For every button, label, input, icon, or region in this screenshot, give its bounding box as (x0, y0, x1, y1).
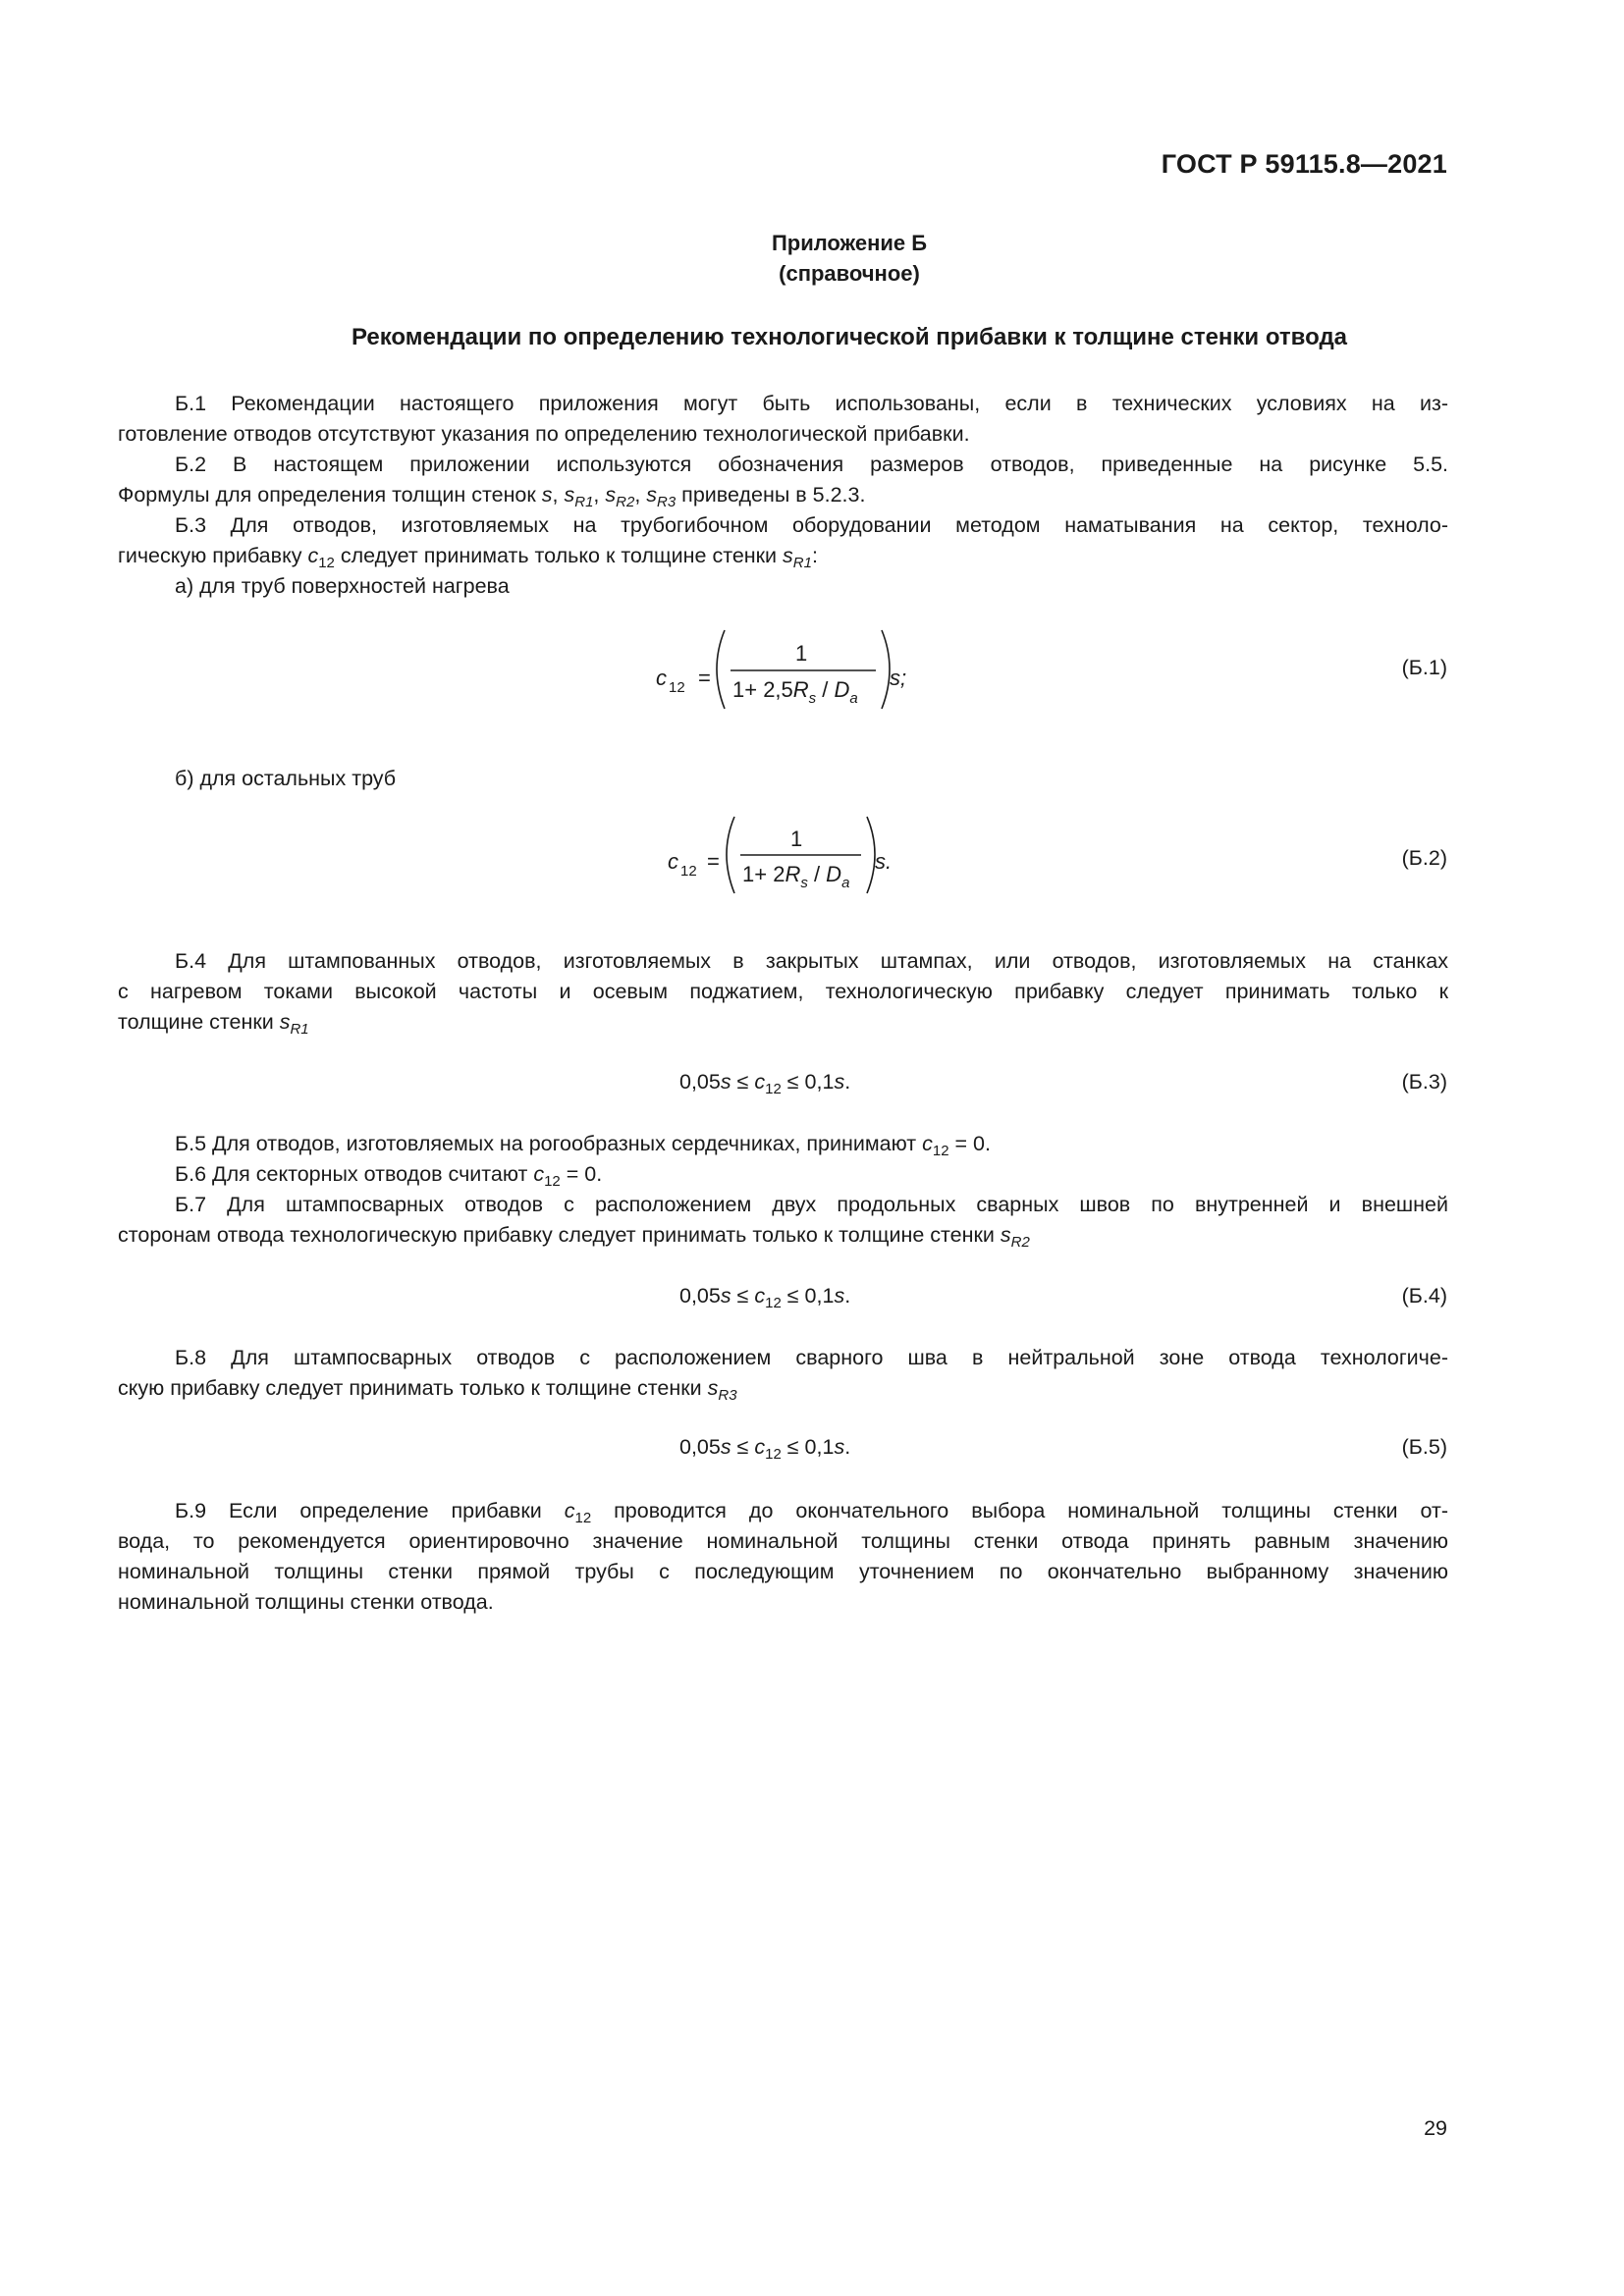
paragraph-b5: Б.5 Для отводов, изготовляемых на рогообразных сердечниках, принимают $c_{12} = 0$. (175, 1132, 991, 1159)
eq2-equals: = (707, 849, 720, 874)
paragraph-b4-cont2: толщине стенки $s_{R1}$ (118, 1010, 309, 1038)
paragraph-b3-cont: гическую прибавку $c_{12}$ следует принимать только к толщине стенки $s_{R1}$: (118, 544, 818, 571)
eq2-lhs-sub: 12 (680, 863, 697, 880)
paragraph-b7-cont: сторонам отвода технологическую прибавку следует принимать только к толщине стенки $s_{R2}$ (118, 1223, 1030, 1251)
paragraph-b4-cont: с нагревом токами высокой частоты и осевым поджатием, технологическую прибавку следует принимать только к (118, 980, 1448, 1003)
eq1-right-paren (882, 630, 890, 709)
equation-number-b4: (Б.4) (1401, 1284, 1447, 1308)
paragraph-b8-cont: скую прибавку следует принимать только к толщине стенки $s_{R3}$ (118, 1376, 737, 1404)
paragraph-block-4 (118, 1129, 1448, 1251)
paragraph-b7: Б.7 Для штампосварных отводов с расположением двух продольных сварных швов по внутренней и внешней (175, 1193, 1448, 1216)
paragraph-b8: Б.8 Для штампосварных отводов с расположением сварного шва в нейтральной зоне отвода технологиче- (175, 1346, 1448, 1369)
paragraph-b9: Б.9 Если определение прибавки $c_{12}$ проводится до окончательного выбора номинальной толщины стенки от- (175, 1499, 1448, 1526)
eq1-lhs: c (656, 666, 667, 690)
eq2-lhs: c (668, 849, 678, 874)
eq1-lhs-sub: 12 (669, 679, 685, 696)
paragraph-b2: Б.2 В настоящем приложении используются обозначения размеров отводов, приведенные на рисунке 5.5. (175, 453, 1448, 476)
list-item-a: а) для труб поверхностей нагрева (175, 574, 510, 598)
eq2-numerator: 1 (790, 827, 803, 851)
equation-number-b1: (Б.1) (1401, 656, 1447, 679)
paragraph-block-6 (118, 1496, 1448, 1618)
appendix-title: Приложение Б (771, 231, 928, 255)
paragraph-b6: Б.6 Для секторных отводов считают $c_{12} = 0$. (175, 1162, 603, 1190)
eq2-denominator: $1+ 2R_s / D_a$ (742, 862, 850, 891)
eq1-left-paren (717, 630, 725, 709)
list-item-b: б) для остальных труб (175, 767, 397, 790)
paragraph-block-5 (118, 1343, 1448, 1404)
eq1-equals: = (698, 666, 711, 690)
equation-b4: $0,05s \le c_{12} \le 0,1s$. (679, 1284, 851, 1311)
paragraph-block-2 (118, 764, 1448, 794)
eq2-left-paren (727, 817, 734, 893)
paragraph-b1: Б.1 Рекомендации настоящего приложения могут быть использованы, если в технических условиях на из- (175, 392, 1448, 415)
eq1-denominator: $1+ 2,5R_s / D_a$ (732, 677, 858, 707)
eq2-right-paren (867, 817, 875, 893)
paragraph-b3: Б.3 Для отводов, изготовляемых на трубогибочном оборудовании методом наматывания на сектор, техноло- (175, 513, 1448, 537)
standard-code: ГОСТ Р 59115.8—2021 (1161, 149, 1447, 179)
equation-number-b5: (Б.5) (1401, 1435, 1447, 1459)
paragraph-b1-cont: готовление отводов отсутствуют указания по определению технологической прибавки. (118, 422, 970, 446)
equation-number-b3: (Б.3) (1401, 1070, 1447, 1094)
paragraph-b9-cont2: номинальной толщины стенки прямой трубы с последующим уточнением по окончательно выбранному значению (118, 1560, 1448, 1583)
paragraph-b9-cont: вода, то рекомендуется ориентировочно значение номинальной толщины стенки отвода принять равным значению (118, 1529, 1448, 1553)
equation-b1 (648, 624, 943, 722)
equation-b3: $0,05s \le c_{12} \le 0,1s$. (679, 1070, 851, 1097)
eq2-tail: s. (875, 849, 893, 874)
paragraph-b2-cont: Формулы для определения толщин стенок s, $s_{R1}$, $s_{R2}$, $s_{R3}$ приведены в 5.2.3. (118, 483, 866, 510)
paragraph-block-1 (118, 389, 1448, 602)
paragraph-block-3 (118, 946, 1448, 1038)
paragraph-b4: Б.4 Для штампованных отводов, изготовляемых в закрытых штампах, или отводов, изготовляемых на станках (175, 949, 1448, 973)
eq1-numerator: 1 (795, 641, 808, 666)
paragraph-b9-cont3: номинальной толщины стенки отвода. (118, 1590, 494, 1614)
equation-number-b2: (Б.2) (1401, 846, 1447, 870)
appendix-subtitle: (справочное) (779, 261, 920, 286)
section-heading: Рекомендации по определению технологической прибавки к толщине стенки отвода (351, 324, 1348, 350)
equation-b5: $0,05s \le c_{12} \le 0,1s$. (679, 1435, 851, 1463)
page-number: 29 (1424, 2116, 1447, 2140)
equation-b2 (660, 815, 915, 913)
eq1-tail: s; (890, 666, 907, 690)
